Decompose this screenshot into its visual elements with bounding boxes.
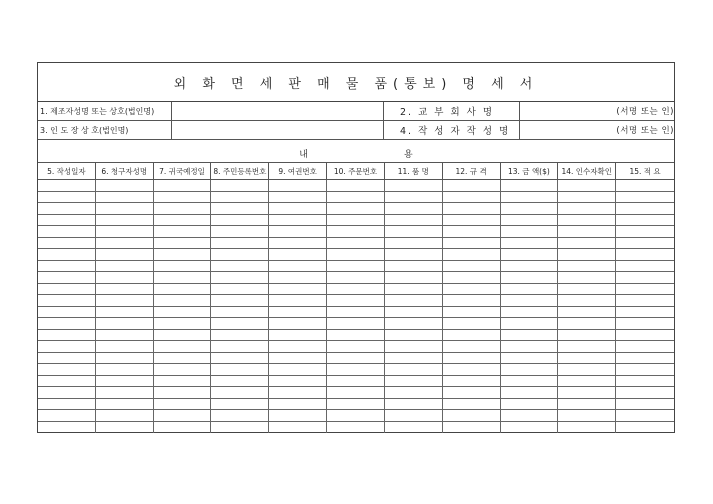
table-cell[interactable] <box>501 399 559 410</box>
table-cell[interactable] <box>96 318 154 329</box>
table-cell[interactable] <box>385 376 443 387</box>
table-cell[interactable] <box>96 203 154 214</box>
table-cell[interactable] <box>154 192 212 203</box>
table-cell[interactable] <box>501 410 559 421</box>
table-cell[interactable] <box>327 307 385 318</box>
table-cell[interactable] <box>96 249 154 260</box>
table-cell[interactable] <box>616 353 674 364</box>
table-cell[interactable] <box>327 422 385 434</box>
table-cell[interactable] <box>211 249 269 260</box>
table-cell[interactable] <box>501 307 559 318</box>
table-cell[interactable] <box>501 353 559 364</box>
table-cell[interactable] <box>269 272 327 283</box>
table-cell[interactable] <box>96 410 154 421</box>
table-cell[interactable] <box>211 226 269 237</box>
table-cell[interactable] <box>96 330 154 341</box>
table-cell[interactable] <box>269 295 327 306</box>
table-cell[interactable] <box>154 341 212 352</box>
table-cell[interactable] <box>38 226 96 237</box>
table-cell[interactable] <box>154 203 212 214</box>
table-cell[interactable] <box>96 284 154 295</box>
table-cell[interactable] <box>616 295 674 306</box>
table-cell[interactable] <box>443 226 501 237</box>
table-cell[interactable] <box>154 353 212 364</box>
table-cell[interactable] <box>385 192 443 203</box>
table-cell[interactable] <box>501 192 559 203</box>
table-cell[interactable] <box>154 272 212 283</box>
entry-table-body <box>38 180 674 433</box>
table-cell[interactable] <box>616 364 674 375</box>
table-cell[interactable] <box>443 272 501 283</box>
table-cell[interactable] <box>558 295 616 306</box>
table-cell[interactable] <box>616 307 674 318</box>
table-cell[interactable] <box>501 180 559 191</box>
issuing-company-label: 2. 교 부 회 사 명 <box>384 102 520 120</box>
table-cell[interactable] <box>558 376 616 387</box>
table-cell[interactable] <box>385 422 443 434</box>
table-cell[interactable] <box>385 226 443 237</box>
table-cell[interactable] <box>501 226 559 237</box>
table-cell[interactable] <box>327 284 385 295</box>
table-cell[interactable] <box>616 192 674 203</box>
table-cell[interactable] <box>616 410 674 421</box>
delivery-place-field[interactable] <box>172 121 384 139</box>
table-cell[interactable] <box>616 203 674 214</box>
table-row <box>38 307 674 319</box>
table-cell[interactable] <box>269 307 327 318</box>
table-cell[interactable] <box>443 215 501 226</box>
table-cell[interactable] <box>154 376 212 387</box>
table-cell[interactable] <box>385 330 443 341</box>
column-header: 7. 귀국예정일 <box>154 163 212 179</box>
table-cell[interactable] <box>38 261 96 272</box>
table-cell[interactable] <box>38 203 96 214</box>
table-cell[interactable] <box>443 192 501 203</box>
table-cell[interactable] <box>211 422 269 434</box>
table-cell[interactable] <box>211 318 269 329</box>
table-cell[interactable] <box>327 399 385 410</box>
column-header: 12. 규 격 <box>443 163 501 179</box>
table-cell[interactable] <box>327 318 385 329</box>
table-cell[interactable] <box>616 180 674 191</box>
table-cell[interactable] <box>211 215 269 226</box>
table-cell[interactable] <box>269 180 327 191</box>
table-cell[interactable] <box>558 422 616 434</box>
column-header: 15. 적 요 <box>629 166 661 176</box>
table-cell[interactable] <box>558 284 616 295</box>
table-cell[interactable] <box>616 249 674 260</box>
table-cell[interactable] <box>154 238 212 249</box>
table-cell[interactable] <box>154 307 212 318</box>
table-cell[interactable] <box>501 364 559 375</box>
table-cell[interactable] <box>211 272 269 283</box>
table-cell[interactable] <box>269 376 327 387</box>
table-cell[interactable] <box>443 353 501 364</box>
table-cell[interactable] <box>269 364 327 375</box>
table-cell[interactable] <box>501 376 559 387</box>
info-row-2 <box>38 121 674 140</box>
table-cell[interactable] <box>443 180 501 191</box>
table-cell[interactable] <box>211 192 269 203</box>
table-cell[interactable] <box>154 295 212 306</box>
table-cell[interactable] <box>269 387 327 398</box>
table-cell[interactable] <box>38 180 96 191</box>
table-cell[interactable] <box>501 387 559 398</box>
table-cell[interactable] <box>154 399 212 410</box>
table-cell[interactable] <box>616 376 674 387</box>
table-cell[interactable] <box>501 422 559 434</box>
table-cell[interactable] <box>211 203 269 214</box>
table-cell[interactable] <box>96 353 154 364</box>
table-cell[interactable] <box>385 307 443 318</box>
table-row <box>38 364 674 376</box>
table-cell[interactable] <box>443 295 501 306</box>
table-cell[interactable] <box>558 238 616 249</box>
table-cell[interactable] <box>327 387 385 398</box>
table-cell[interactable] <box>154 410 212 421</box>
table-cell[interactable] <box>38 422 96 434</box>
table-cell[interactable] <box>385 261 443 272</box>
table-cell[interactable] <box>269 226 327 237</box>
table-cell[interactable] <box>385 341 443 352</box>
table-cell[interactable] <box>96 272 154 283</box>
table-cell[interactable] <box>211 410 269 421</box>
table-cell[interactable] <box>211 387 269 398</box>
table-row <box>38 295 674 307</box>
manufacturer-label: 1. 제조자성명 또는 상호(법인명) <box>38 102 172 120</box>
table-cell[interactable] <box>269 422 327 434</box>
table-cell[interactable] <box>96 238 154 249</box>
table-cell[interactable] <box>96 192 154 203</box>
table-cell[interactable] <box>616 215 674 226</box>
table-cell[interactable] <box>443 284 501 295</box>
table-cell[interactable] <box>616 284 674 295</box>
table-cell[interactable] <box>385 272 443 283</box>
table-cell[interactable] <box>269 192 327 203</box>
table-row <box>38 341 674 353</box>
table-cell[interactable] <box>385 180 443 191</box>
table-cell[interactable] <box>211 261 269 272</box>
table-cell[interactable] <box>38 272 96 283</box>
table-row <box>38 261 674 273</box>
table-cell[interactable] <box>38 399 96 410</box>
table-cell[interactable] <box>443 203 501 214</box>
table-cell[interactable] <box>96 215 154 226</box>
column-header-row <box>38 163 674 180</box>
table-row <box>38 318 674 330</box>
manufacturer-field[interactable] <box>172 102 384 120</box>
writer-sign-field[interactable]: (서명 또는 인) <box>616 126 674 136</box>
table-cell[interactable] <box>269 410 327 421</box>
table-cell[interactable] <box>154 330 212 341</box>
table-cell[interactable] <box>443 341 501 352</box>
table-cell[interactable] <box>38 330 96 341</box>
table-cell[interactable] <box>327 272 385 283</box>
column-header: 8. 주민등록번호 <box>211 163 269 179</box>
table-cell[interactable] <box>385 399 443 410</box>
table-cell[interactable] <box>211 238 269 249</box>
table-cell[interactable] <box>38 341 96 352</box>
content-label-a: 내 <box>299 150 308 160</box>
table-cell[interactable] <box>327 341 385 352</box>
table-cell[interactable] <box>96 341 154 352</box>
table-cell[interactable] <box>211 307 269 318</box>
table-cell[interactable] <box>38 192 96 203</box>
table-cell[interactable] <box>385 410 443 421</box>
table-cell[interactable] <box>616 341 674 352</box>
table-cell[interactable] <box>211 353 269 364</box>
table-cell[interactable] <box>38 284 96 295</box>
table-cell[interactable] <box>38 387 96 398</box>
table-cell[interactable] <box>327 261 385 272</box>
table-cell[interactable] <box>327 330 385 341</box>
writer-name-label: 4. 작 성 자 작 성 명 <box>384 121 520 139</box>
table-row <box>38 410 674 422</box>
table-cell[interactable] <box>501 284 559 295</box>
table-cell[interactable] <box>558 387 616 398</box>
table-cell[interactable] <box>616 318 674 329</box>
table-cell[interactable] <box>38 410 96 421</box>
table-cell[interactable] <box>501 341 559 352</box>
table-cell[interactable] <box>385 249 443 260</box>
table-row <box>38 376 674 388</box>
table-cell[interactable] <box>501 238 559 249</box>
table-cell[interactable] <box>616 238 674 249</box>
table-cell[interactable] <box>38 238 96 249</box>
form-title: 외 화 면 세 판 매 물 품(통보) 명 세 서 <box>38 63 674 102</box>
table-cell[interactable] <box>154 215 212 226</box>
table-cell[interactable] <box>385 318 443 329</box>
table-cell[interactable] <box>327 203 385 214</box>
table-cell[interactable] <box>96 226 154 237</box>
table-row <box>38 203 674 215</box>
table-cell[interactable] <box>38 295 96 306</box>
table-cell[interactable] <box>154 422 212 434</box>
table-cell[interactable] <box>327 226 385 237</box>
table-cell[interactable] <box>269 341 327 352</box>
table-cell[interactable] <box>96 376 154 387</box>
column-header: 14. 인수자확인 <box>558 163 616 179</box>
table-cell[interactable] <box>38 376 96 387</box>
content-section-header <box>38 145 674 163</box>
table-cell[interactable] <box>211 376 269 387</box>
table-cell[interactable] <box>385 387 443 398</box>
table-cell[interactable] <box>616 422 674 434</box>
table-cell[interactable] <box>327 249 385 260</box>
table-cell[interactable] <box>443 399 501 410</box>
table-cell[interactable] <box>154 364 212 375</box>
table-cell[interactable] <box>327 180 385 191</box>
table-cell[interactable] <box>38 364 96 375</box>
table-cell[interactable] <box>385 284 443 295</box>
table-cell[interactable] <box>501 203 559 214</box>
table-cell[interactable] <box>327 295 385 306</box>
table-cell[interactable] <box>558 399 616 410</box>
column-header: 6. 청구자성명 <box>96 163 154 179</box>
table-cell[interactable] <box>443 249 501 260</box>
table-row <box>38 249 674 261</box>
table-cell[interactable] <box>501 249 559 260</box>
table-cell[interactable] <box>501 330 559 341</box>
table-cell[interactable] <box>501 215 559 226</box>
table-cell[interactable] <box>327 238 385 249</box>
table-cell[interactable] <box>269 249 327 260</box>
table-cell[interactable] <box>154 261 212 272</box>
table-cell[interactable] <box>558 410 616 421</box>
column-header: 10. 주문번호 <box>327 163 385 179</box>
table-cell[interactable] <box>616 272 674 283</box>
table-cell[interactable] <box>211 341 269 352</box>
table-cell[interactable] <box>501 295 559 306</box>
table-cell[interactable] <box>327 215 385 226</box>
table-cell[interactable] <box>385 203 443 214</box>
column-header: 11. 품 명 <box>385 163 443 179</box>
table-cell[interactable] <box>327 376 385 387</box>
table-cell[interactable] <box>558 226 616 237</box>
table-row <box>38 284 674 296</box>
column-header: 5. 작성일자 <box>38 163 96 179</box>
table-cell[interactable] <box>269 318 327 329</box>
table-row <box>38 387 674 399</box>
issuing-company-sign-field[interactable]: (서명 또는 인) <box>616 107 674 117</box>
table-cell[interactable] <box>443 307 501 318</box>
table-cell[interactable] <box>385 238 443 249</box>
table-row <box>38 215 674 227</box>
table-cell[interactable] <box>269 238 327 249</box>
table-cell[interactable] <box>385 215 443 226</box>
table-cell[interactable] <box>269 203 327 214</box>
table-cell[interactable] <box>558 261 616 272</box>
table-cell[interactable] <box>501 272 559 283</box>
table-cell[interactable] <box>558 192 616 203</box>
table-cell[interactable] <box>211 364 269 375</box>
table-cell[interactable] <box>38 353 96 364</box>
table-cell[interactable] <box>558 203 616 214</box>
table-cell[interactable] <box>96 399 154 410</box>
table-cell[interactable] <box>269 330 327 341</box>
table-cell[interactable] <box>616 387 674 398</box>
table-cell[interactable] <box>616 261 674 272</box>
table-cell[interactable] <box>327 410 385 421</box>
table-cell[interactable] <box>443 330 501 341</box>
column-header: 13. 금 액($) <box>501 163 559 179</box>
table-cell[interactable] <box>443 261 501 272</box>
table-cell[interactable] <box>558 364 616 375</box>
table-cell[interactable] <box>385 353 443 364</box>
table-cell[interactable] <box>327 192 385 203</box>
table-cell[interactable] <box>385 295 443 306</box>
table-cell[interactable] <box>443 387 501 398</box>
table-cell[interactable] <box>616 399 674 410</box>
table-cell[interactable] <box>558 330 616 341</box>
table-cell[interactable] <box>38 215 96 226</box>
table-cell[interactable] <box>443 318 501 329</box>
table-cell[interactable] <box>385 364 443 375</box>
table-cell[interactable] <box>269 399 327 410</box>
table-row <box>38 192 674 204</box>
table-cell[interactable] <box>96 387 154 398</box>
table-cell[interactable] <box>616 226 674 237</box>
sales-statement-form <box>37 62 675 433</box>
table-cell[interactable] <box>443 238 501 249</box>
table-cell[interactable] <box>558 341 616 352</box>
table-row <box>38 399 674 411</box>
table-cell[interactable] <box>443 410 501 421</box>
table-cell[interactable] <box>154 180 212 191</box>
table-cell[interactable] <box>38 307 96 318</box>
table-cell[interactable] <box>211 330 269 341</box>
content-label-b: 용 <box>404 150 413 160</box>
table-cell[interactable] <box>211 284 269 295</box>
table-row <box>38 226 674 238</box>
table-cell[interactable] <box>269 215 327 226</box>
info-row-1 <box>38 102 674 121</box>
table-cell[interactable] <box>327 353 385 364</box>
table-cell[interactable] <box>558 272 616 283</box>
table-cell[interactable] <box>269 284 327 295</box>
table-cell[interactable] <box>501 261 559 272</box>
table-cell[interactable] <box>558 180 616 191</box>
table-cell[interactable] <box>154 284 212 295</box>
table-cell[interactable] <box>154 249 212 260</box>
column-header: 9. 여권번호 <box>269 163 327 179</box>
table-row <box>38 272 674 284</box>
table-cell[interactable] <box>558 249 616 260</box>
table-cell[interactable] <box>558 318 616 329</box>
table-cell[interactable] <box>96 180 154 191</box>
table-cell[interactable] <box>211 295 269 306</box>
table-row <box>38 422 674 434</box>
table-cell[interactable] <box>211 399 269 410</box>
table-cell[interactable] <box>443 422 501 434</box>
table-cell[interactable] <box>616 330 674 341</box>
table-cell[interactable] <box>501 318 559 329</box>
table-cell[interactable] <box>38 318 96 329</box>
table-cell[interactable] <box>269 261 327 272</box>
table-cell[interactable] <box>96 261 154 272</box>
table-cell[interactable] <box>211 180 269 191</box>
table-cell[interactable] <box>443 376 501 387</box>
table-row <box>38 238 674 250</box>
table-cell[interactable] <box>327 364 385 375</box>
table-cell[interactable] <box>96 364 154 375</box>
table-row <box>38 353 674 365</box>
table-cell[interactable] <box>558 307 616 318</box>
table-cell[interactable] <box>154 226 212 237</box>
table-cell[interactable] <box>443 364 501 375</box>
table-cell[interactable] <box>96 295 154 306</box>
delivery-place-label: 3. 인 도 장 상 호(법인명) <box>38 121 172 139</box>
table-cell[interactable] <box>154 387 212 398</box>
table-cell[interactable] <box>558 353 616 364</box>
table-row <box>38 180 674 192</box>
table-cell[interactable] <box>96 307 154 318</box>
table-cell[interactable] <box>96 422 154 434</box>
table-cell[interactable] <box>269 353 327 364</box>
table-cell[interactable] <box>558 215 616 226</box>
table-cell[interactable] <box>154 318 212 329</box>
table-row <box>38 330 674 342</box>
table-cell[interactable] <box>38 249 96 260</box>
